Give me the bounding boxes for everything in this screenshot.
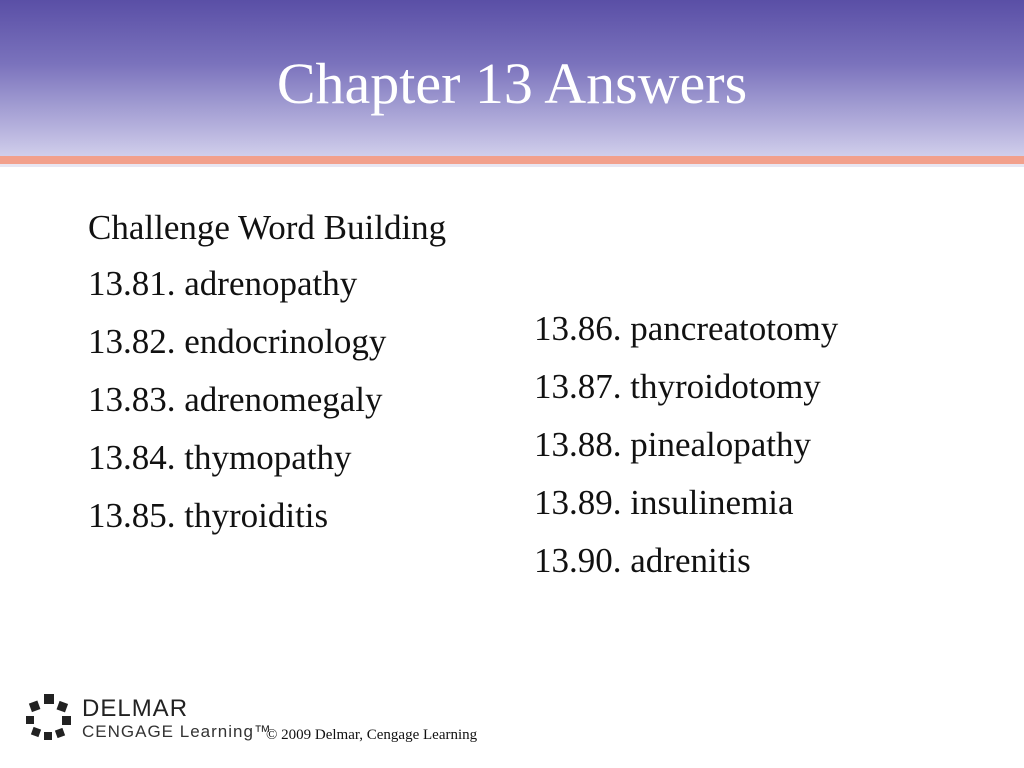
left-column — [88, 208, 508, 554]
answer-item: 13.88. pinealopathy — [534, 425, 812, 464]
divider-shadow — [0, 164, 1024, 167]
answer-item: 13.81. adrenopathy — [88, 264, 358, 303]
section-heading: Challenge Word Building — [88, 208, 447, 247]
copyright-text: © 2009 Delmar, Cengage Learning — [266, 727, 478, 743]
accent-divider — [0, 156, 1024, 164]
answer-item: 13.82. endocrinology — [88, 322, 387, 361]
answer-item: 13.86. pancreatotomy — [534, 309, 839, 348]
slide-title: Chapter 13 Answers — [276, 51, 748, 116]
delmar-logo-icon — [24, 692, 74, 742]
right-column — [534, 309, 994, 599]
answer-item: 13.85. thyroiditis — [88, 496, 329, 535]
answer-item: 13.90. adrenitis — [534, 541, 751, 580]
answer-item: 13.87. thyroidotomy — [534, 367, 821, 406]
footer — [24, 692, 544, 752]
brand-name: DELMAR — [82, 695, 189, 722]
answer-item: 13.83. adrenomegaly — [88, 380, 383, 419]
answer-item: 13.84. thymopathy — [88, 438, 352, 477]
answer-item: 13.89. insulinemia — [534, 483, 794, 522]
brand-subtitle: CENGAGE Learning™ — [82, 722, 272, 741]
